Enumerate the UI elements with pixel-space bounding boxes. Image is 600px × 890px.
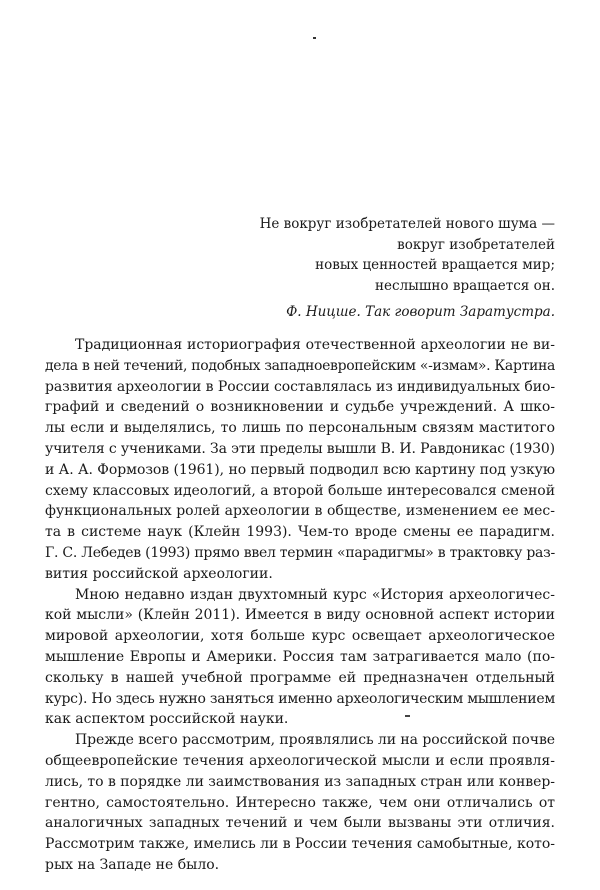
text-line: скольку в нашей учебной программе ей предназначен отдельный: [45, 669, 555, 686]
text-line: и А. А. Формозов (1961), но первый подводил всю картину под узкую: [45, 461, 555, 478]
text-line: та в системе наук (Клейн 1993). Чем-то вроде смены ее парадигм.: [45, 524, 555, 541]
print-speck: [313, 37, 316, 39]
text-line: Рассмотрим также, имелись ли в России течения самобытные, кото-: [45, 836, 555, 853]
epigraph: [260, 214, 555, 323]
text-line: курс). Но здесь нужно заняться именно археологическим мышлением: [45, 690, 555, 707]
epigraph-line: новых ценностей вращается мир;: [315, 257, 555, 273]
body-text: [45, 335, 555, 876]
text-line: мышление Европы и Америки. Россия там затрагивается мало (по-: [45, 648, 555, 665]
text-line: рых на Западе не было.: [45, 856, 220, 873]
epigraph-line: вокруг изобретателей: [397, 236, 555, 253]
text-line: функциональных ролей археологии в обществе, изменением ее мес-: [45, 503, 555, 520]
text-line: Г. С. Лебедев (1993) прямо ввел термин «парадигмы» в трактовку раз-: [45, 544, 555, 561]
text-line: кой мысли» (Клейн 2011). Имеется в виду основной аспект истории: [45, 607, 555, 624]
paragraph: [45, 585, 555, 731]
text-line: как аспектом российской науки.: [45, 711, 289, 728]
text-line: аналогичных западных течений и чем были вызваны эти отличия.: [45, 815, 555, 832]
text-line: развития археологии в России составлялась из индивидуальных био-: [45, 378, 555, 395]
paragraph: [45, 335, 555, 585]
text-line: лись, то в порядке ли заимствования из западных стран или конвер-: [45, 773, 555, 790]
text-line: мировой археологии, хотя больше курс освещает археологическое: [45, 628, 555, 645]
text-line: дела в ней течений, подобных западноевропейским «-измам». Картина: [45, 357, 555, 374]
text-line: схему классовых идеологий, а второй больше интересовался сменой: [45, 482, 555, 499]
epigraph-line: Не вокруг изобретателей нового шума —: [259, 216, 555, 232]
text-line: Прежде всего рассмотрим, проявлялись ли на российской почве: [75, 732, 555, 749]
paragraph: [45, 730, 555, 876]
text-line: общеевропейские течения археологической мысли и если проявля-: [45, 752, 555, 769]
text-line: вития российской археологии.: [45, 565, 273, 582]
text-line: лы если и выделялись, то лишь по персональным связям маститого: [45, 420, 555, 437]
text-line: Мною недавно издан двухтомный курс «История археологичес-: [75, 586, 555, 603]
epigraph-attribution: Ф. Ницше. Так говорит Заратустра.: [286, 304, 555, 320]
text-line: графий и сведений о возникновении и судьбе учреждений. А шко-: [45, 399, 555, 416]
epigraph-line: неслышно вращается он.: [375, 277, 555, 294]
text-line: гентно, самостоятельно. Интересно также, чем они отличались от: [45, 794, 555, 811]
text-line: учителя с учениками. За эти пределы вышли В. И. Равдоникас (1930): [45, 440, 555, 457]
text-line: Традиционная историография отечественной археологии не ви-: [75, 337, 555, 353]
